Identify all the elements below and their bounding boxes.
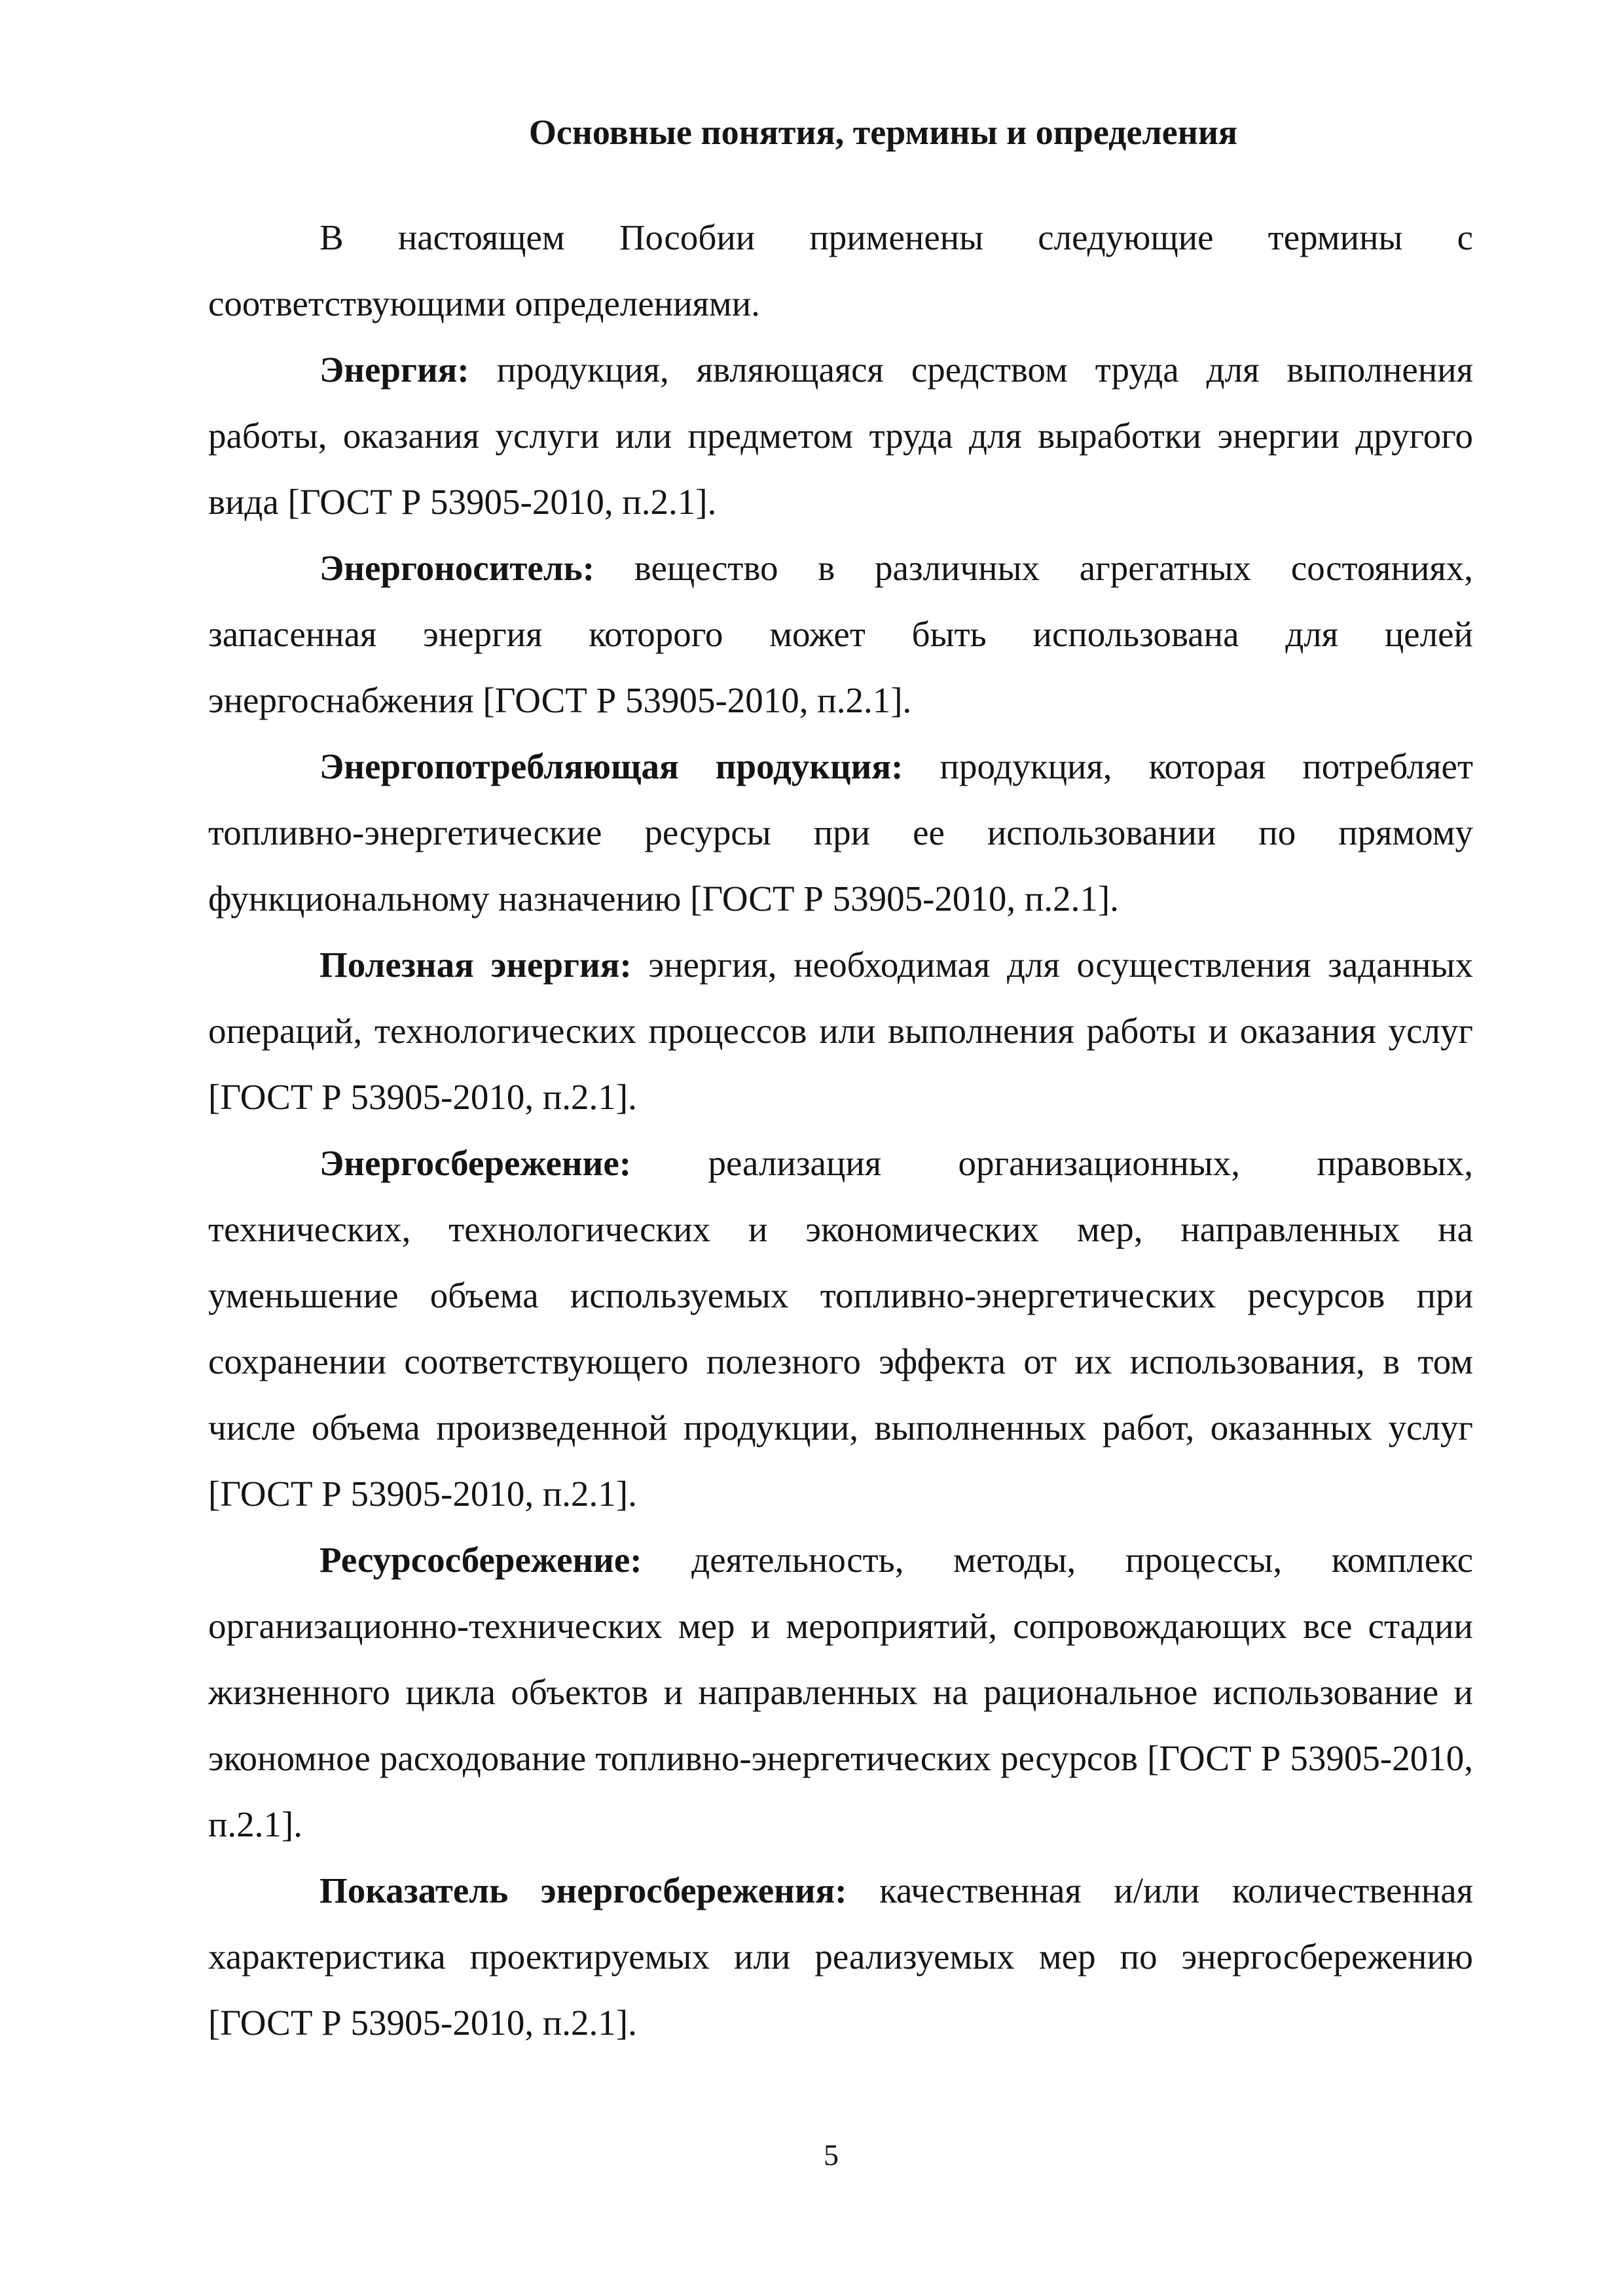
definition-text: вещество в различных агрегатных состояниях, запасенная энергия которого может быть использована для целей энергоснабжения [ГОСТ Р 53905-2010, п.2.1]. [208, 548, 1473, 720]
term-label: Энергоноситель: [319, 548, 595, 588]
definition-resource-saving [208, 1527, 1473, 1857]
term-label: Энергия: [319, 350, 469, 390]
page-number: 5 [824, 2138, 839, 2172]
term-label: Энергосбережение: [319, 1143, 632, 1183]
definition-text: энергия, необходимая для осуществления заданных операций, технологических процессов или выполнения работы и оказания услуг [ГОСТ Р 53905-2010, п.2.1]. [208, 945, 1473, 1117]
page-title: Основные понятия, термины и определения [528, 113, 1238, 152]
definition-text: продукция, которая потребляет топливно-энергетические ресурсы при ее использовании по прямому функциональному назначению [ГОСТ Р 53905-2010, п.2.1]. [208, 746, 1473, 919]
definition-text: продукция, являющаяся средством труда для выполнения работы, оказания услуги или предметом труда для выработки энергии другого вида [ГОСТ Р 53905-2010, п.2.1]. [208, 350, 1473, 522]
definition-text: качественная и/или количественная характеристика проектируемых или реализуемых мер по энергосбережению [ГОСТ Р 53905-2010, п.2.1]. [208, 1870, 1473, 2043]
definition-energy-saving-indicator [208, 1857, 1473, 2056]
definition-energy-consuming-products [208, 733, 1473, 932]
intro-paragraph: В настоящем Пособии применены следующие термины с соответствующими определениями. [208, 217, 1473, 323]
definition-energy [208, 337, 1473, 535]
definition-text: деятельность, методы, процессы, комплекс организационно-технических мер и мероприятий, сопровождающих все стадии жизненного цикла объектов и направленных на рациональное использование и экономное расходование топливно-энергетических ресурсов [ГОСТ Р 53905-2010, п.2.1]. [208, 1540, 1473, 1844]
definition-text: реализация организационных, правовых, технических, технологических и экономических мер, направленных на уменьшение объема используемых топливно-энергетических ресурсов при сохранении соответствующего полезного эффекта от их использования, в том числе объема произведенной продукции, выполненных работ, оказанных услуг [ГОСТ Р 53905-2010, п.2.1]. [208, 1143, 1473, 1514]
definition-useful-energy [208, 932, 1473, 1130]
definitions-body [208, 204, 1473, 2056]
definition-energy-carrier [208, 535, 1473, 733]
definition-energy-saving [208, 1130, 1473, 1527]
term-label: Энергопотребляющая продукция: [319, 746, 903, 786]
term-label: Показатель энергосбережения: [319, 1870, 847, 1910]
term-label: Полезная энергия: [319, 945, 632, 985]
term-label: Ресурсосбережение: [319, 1540, 642, 1580]
